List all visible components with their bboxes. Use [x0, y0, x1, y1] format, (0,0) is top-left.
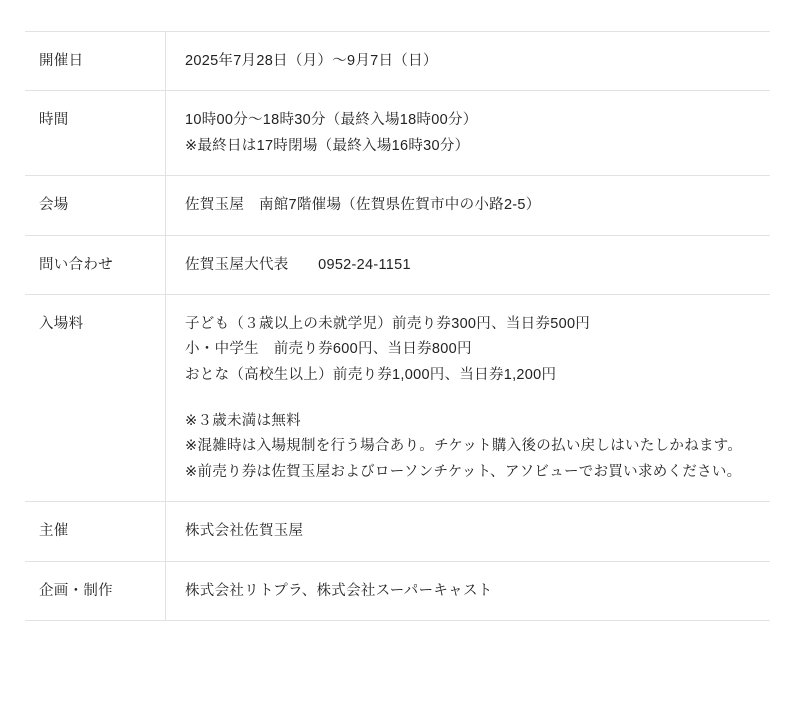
row-value-production [166, 561, 771, 620]
value-line: ※前売り券は佐賀玉屋およびローソンチケット、アソビューでお買い求めください。 [185, 463, 742, 480]
value-line: 佐賀玉屋大代表 0952-24-1151 [185, 256, 411, 273]
value-line: 株式会社リトプラ、株式会社スーパーキャスト [185, 582, 493, 599]
value-spacer [185, 388, 756, 409]
value-line: ※３歳未満は無料 [185, 413, 301, 429]
table-row [25, 91, 770, 176]
table-row [25, 561, 770, 620]
row-value-venue [166, 176, 771, 235]
event-details-table [25, 31, 770, 621]
row-label-admission: 入場料 [25, 294, 166, 501]
row-label-date: 開催日 [25, 32, 166, 91]
value-line: おとな（高校生以上）前売り券1,000円、当日券1,200円 [185, 366, 557, 383]
table-row [25, 32, 770, 91]
row-value-date [166, 32, 771, 91]
row-value-contact [166, 235, 771, 294]
table-body [25, 32, 770, 621]
value-line: ※最終日は17時閉場（最終入場16時30分） [185, 137, 470, 154]
row-value-admission [166, 294, 771, 501]
row-label-contact: 問い合わせ [25, 235, 166, 294]
value-line: 株式会社佐賀玉屋 [185, 523, 304, 540]
table-row [25, 294, 770, 501]
row-label-venue: 会場 [25, 176, 166, 235]
row-label-production: 企画・制作 [25, 561, 166, 620]
table-row [25, 502, 770, 561]
table-row [25, 235, 770, 294]
value-line: ※混雑時は入場規制を行う場合あり。チケット購入後の払い戻しはいたしかねます。 [185, 438, 743, 455]
row-value-time [166, 91, 771, 176]
value-line: 小・中学生 前売り券600円、当日券800円 [185, 341, 472, 358]
value-line: 子ども（３歳以上の未就学児）前売り券300円、当日券500円 [185, 315, 591, 332]
value-line: 2025年7月28日（月）〜9月7日（日） [185, 53, 438, 69]
row-value-organizer [166, 502, 771, 561]
row-label-time: 時間 [25, 91, 166, 176]
value-line: 佐賀玉屋 南館7階催場（佐賀県佐賀市中の小路2-5） [185, 197, 541, 214]
value-line: 10時00分〜18時30分（最終入場18時00分） [185, 112, 478, 129]
table-row [25, 176, 770, 235]
row-label-organizer: 主催 [25, 502, 166, 561]
